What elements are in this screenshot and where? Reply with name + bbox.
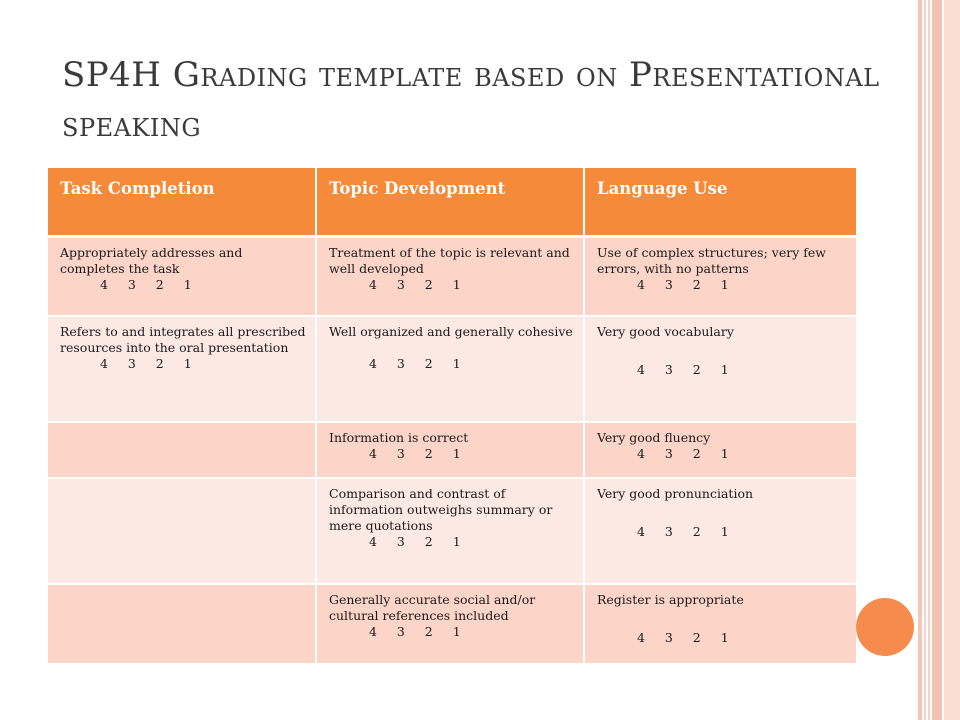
table-cell: [316, 584, 584, 664]
table-row: [48, 316, 856, 422]
header-topic-development: Topic Development: [316, 168, 584, 236]
score-scale: 4 3 2 1: [369, 446, 461, 461]
table-cell: [584, 236, 856, 316]
score-scale: 4 3 2 1: [637, 630, 729, 645]
table-row: [48, 422, 856, 478]
table-cell: [48, 478, 316, 584]
score-scale: 4 3 2 1: [637, 524, 729, 539]
score-scale: 4 3 2 1: [369, 624, 461, 639]
header-row: [48, 168, 856, 236]
criterion-text: Very good pronunciation: [597, 486, 754, 501]
table-cell: [48, 316, 316, 422]
score-scale: 4 3 2 1: [369, 534, 461, 549]
table-cell: [316, 422, 584, 478]
table-cell: [584, 478, 856, 584]
criterion-text: Generally accurate social and/or cultural references included: [329, 592, 536, 623]
decor-stripe: [926, 0, 928, 720]
table-cell: [48, 236, 316, 316]
header-task-completion: Task Completion: [48, 168, 316, 236]
score-scale: 4 3 2 1: [100, 356, 192, 371]
decor-stripe: [932, 0, 942, 720]
table-cell: [584, 584, 856, 664]
criterion-text: Information is correct: [329, 430, 469, 445]
rubric-table: [48, 168, 856, 665]
score-scale: 4 3 2 1: [100, 276, 192, 292]
table-cell: [584, 316, 856, 422]
decor-stripe: [944, 0, 960, 720]
table-row: [48, 236, 856, 316]
slide-title: SP4H Grading template based on Presentational speaking: [62, 55, 880, 145]
criterion-text: Use of complex structures; very few errors, with no patterns: [597, 244, 826, 276]
score-scale: 4 3 2 1: [637, 276, 729, 292]
decor-stripe: [918, 0, 922, 720]
criterion-text: Appropriately addresses and completes the task: [60, 244, 243, 276]
score-scale: 4 3 2 1: [369, 356, 461, 371]
table-cell: [584, 422, 856, 478]
score-scale: 4 3 2 1: [637, 446, 729, 461]
score-scale: 4 3 2 1: [369, 276, 461, 292]
criterion-text: Well organized and generally cohesive: [329, 324, 573, 339]
criterion-text: Comparison and contrast of information outweighs summary or mere quotations: [329, 486, 553, 533]
table-cell: [48, 584, 316, 664]
criterion-text: Very good vocabulary: [597, 324, 734, 339]
table-cell: [48, 422, 316, 478]
table-row: [48, 478, 856, 584]
header-language-use: Language Use: [584, 168, 856, 236]
criterion-text: Refers to and integrates all prescribed resources into the oral presentation: [60, 324, 306, 355]
score-scale: 4 3 2 1: [637, 362, 729, 377]
decor-circle: [856, 598, 914, 656]
table-cell: [316, 478, 584, 584]
criterion-text: Register is appropriate: [597, 592, 744, 607]
table-cell: [316, 236, 584, 316]
criterion-text: Treatment of the topic is relevant and well developed: [329, 244, 570, 276]
table-row: [48, 584, 856, 664]
criterion-text: Very good fluency: [597, 430, 711, 445]
table-cell: [316, 316, 584, 422]
